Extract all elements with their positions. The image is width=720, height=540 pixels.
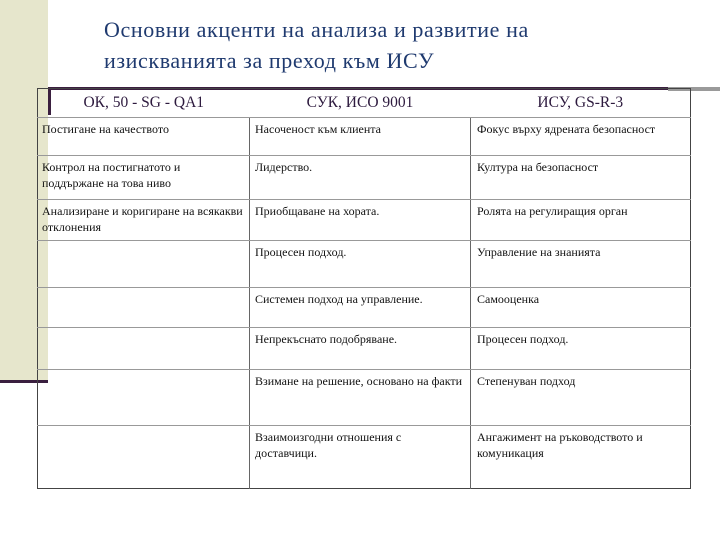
table-cell [38, 426, 250, 489]
comparison-table [37, 88, 691, 489]
table-cell: Култура на безопасност [471, 156, 691, 200]
table-row [38, 200, 691, 241]
column-header-ok: ОК, 50 - SG - QA1 [38, 89, 250, 118]
table-cell: Фокус върху ядрената безопасност [471, 118, 691, 156]
table-header-row [38, 89, 691, 118]
table-cell: Непрекъснато подобряване. [250, 328, 471, 370]
table-cell: Лидерство. [250, 156, 471, 200]
table-cell: Ролята на регулиращия орган [471, 200, 691, 241]
table-cell: Ангажимент на ръководството и комуникация [477, 430, 643, 460]
table-cell: Постигане на качеството [38, 118, 250, 156]
table-row [38, 241, 691, 288]
table-row [38, 156, 691, 200]
table-cell: Приобщаване на хората. [250, 200, 471, 241]
table-cell [38, 288, 250, 328]
table-cell: Насоченост към клиента [250, 118, 471, 156]
slide-title: Основни акценти на анализа и развитие на изискванията за преход към ИСУ [104, 17, 529, 73]
table-cell [38, 241, 250, 288]
table-row [38, 288, 691, 328]
table-cell: Анализиране и коригиране на всякакви отклонения [38, 200, 250, 241]
table-cell [38, 328, 250, 370]
table-cell: Системен подход на управление. [250, 288, 471, 328]
table-cell: Контрол на постигнатото и поддържане на това ниво [38, 156, 250, 200]
table-cell: Процесен подход. [250, 241, 471, 288]
column-header-suk: СУК, ИСО 9001 [250, 89, 471, 118]
table-cell: Взимане на решение, основано на факти [250, 370, 471, 426]
table-row [38, 118, 691, 156]
column-header-isu: ИСУ, GS-R-3 [471, 89, 691, 118]
table-cell: Степенуван подход [471, 370, 691, 426]
table-cell [38, 370, 250, 426]
table-row [38, 328, 691, 370]
table-row [38, 426, 691, 489]
table-cell: Взаимоизгодни отношения с доставчици. [250, 426, 471, 489]
table-cell: Самооценка [471, 288, 691, 328]
table-cell: Процесен подход. [471, 328, 691, 370]
table-cell: Управление на знанията [471, 241, 691, 288]
table-row [38, 370, 691, 426]
